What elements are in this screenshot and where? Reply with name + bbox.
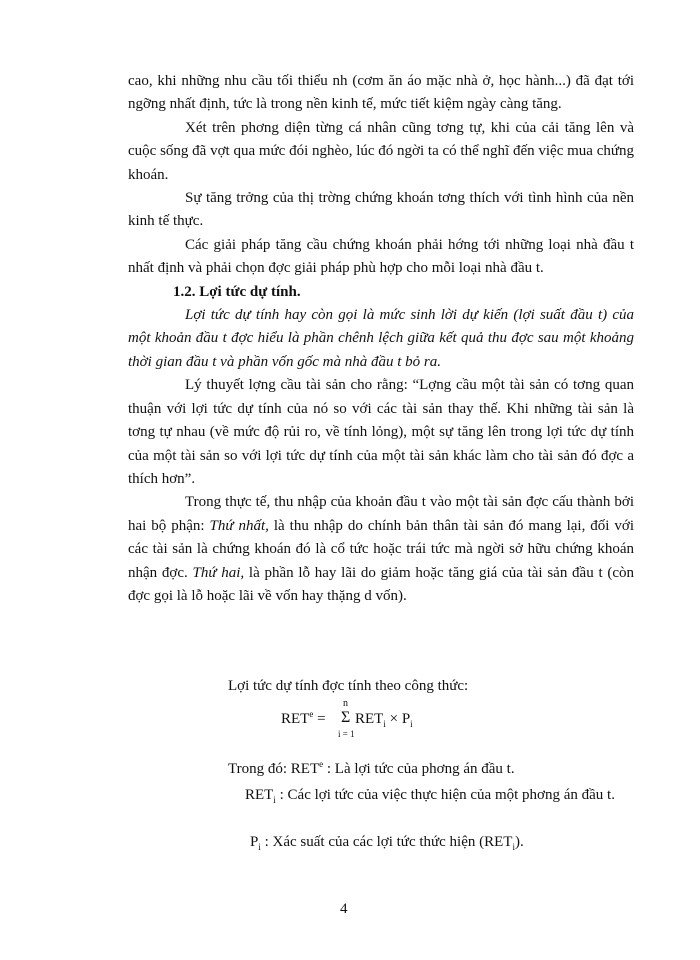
formula-p-subscript: i <box>410 719 413 729</box>
paragraph-individual-perspective: Xét trên phơng diện từng cá nhân cũng tơng tự, khi của cải tăng lên và cuộc sống đã vợt qua mức đói nghèo, lúc đó ngời ta có thể nghĩ đến việc mua chứng khoán. <box>128 119 634 183</box>
paragraph-market-growth: Sự tăng trởng của thị trờng chứng khoán tơng thích với tình hình của nền kinh tế thực. <box>128 190 634 230</box>
paragraph-asset-demand-theory: Lý thuyết lợng cầu tài sản cho rằng: “Lợng cầu một tài sản có tơng quan thuận với lợi tức dự tính của nó so với các tài sản thay thế. Khi những tài sản là tơng tự nhau (về mức độ rủi ro, về tính lỏng), một sự tăng lên trong lợi tức dự tính của một tài sản so với lợi tức dự tính của một tài sản khác làm cho tài sản đó đợc a thích hơn”. <box>128 377 634 487</box>
definition-ret-i-subscript: i <box>273 795 276 805</box>
definition-p-i-symbol: P <box>250 834 259 850</box>
sum-upper-limit: n <box>343 698 348 709</box>
definition-ret-i-text: : Các lợi tức của việc thực hiện của một phơng án đầu t. <box>275 787 615 803</box>
formula-term: RET <box>355 711 384 727</box>
formula-rhs <box>355 711 413 728</box>
definition-p-i-text: : Xác suất của các lợi tức thức hiện (RET <box>260 834 513 850</box>
definition-ret-e-superscript: e <box>319 759 324 769</box>
page-number: 4 <box>340 901 348 917</box>
second-component-text: là phần lỗ hay lãi do giảm hoặc tăng giá của tài sản đầu t (còn đợc gọi là lỗ hoặc lãi về vốn hay thặng d vốn). <box>128 564 635 604</box>
expected-return-formula <box>281 698 461 744</box>
definition-ret-i <box>128 784 634 807</box>
paragraph-income-components <box>128 491 634 608</box>
paragraph-demand-solutions: Các giải pháp tăng cầu chứng khoán phải hớng tới những loại nhà đầu t nhất định và phải chọn đợc giải pháp phù hợp cho mỗi loại nhà đầu t. <box>128 236 634 277</box>
definition-p-i <box>250 831 524 853</box>
sum-lower-limit: i = 1 <box>338 729 355 739</box>
definition-ret-i-symbol: RET <box>245 787 274 803</box>
definition-p-i-subscript: i <box>258 842 261 852</box>
second-component-label: Thứ hai, <box>192 564 245 581</box>
formula-intro: Lợi tức dự tính đợc tính theo công thức: <box>228 678 469 694</box>
paragraph-expected-return-definition: Lợi tức dự tính hay còn gọi là mức sinh lời dự kiến (lợi suất đầu t) của một khoản đầu t đợc hiểu là phần chênh lệch giữa kết quả thu đợc sau một khoảng thời gian đầu t và phần vốn gốc mà nhà đầu t bỏ ra. <box>128 307 634 370</box>
formula-equals: = <box>313 711 326 727</box>
formula-lhs-superscript: e <box>309 709 314 719</box>
formula-term-subscript: i <box>383 719 386 729</box>
formula-lhs-symbol: RET <box>281 711 310 727</box>
formula-times-p: × P <box>385 711 411 727</box>
definition-p-i-ret-subscript: i <box>512 842 515 852</box>
first-component-text: là thu nhập do chính bản thân tài sản đó mang lại, đối với các tài sản là chứng khoán đó là cổ tức hoặc trái tức mà ngời sở hữu chứng khoán nhận đợc. <box>128 517 635 581</box>
definition-ret-e-text: : Là lợi tức của phơng án đầu t. <box>323 761 515 777</box>
section-heading: 1.2. Lợi tức dự tính. <box>173 283 301 300</box>
paragraph-savings-growth: cao, khi những nhu cầu tối thiểu nh (cơm ăn áo mặc nhà ở, học hành...) đã đạt tới ngỡng nhất định, tức là trong nền kinh tế, mức tiết kiệm ngày càng tăng. <box>128 73 634 113</box>
body-text <box>128 70 634 608</box>
definition-p-i-end: ). <box>514 834 524 850</box>
first-component-label: Thứ nhất, <box>209 517 269 534</box>
sum-symbol: Σ <box>341 709 351 726</box>
income-components-intro: Trong thực tế, thu nhập của khoản đầu t vào một tài sản đợc cấu thành bởi hai bộ phận: <box>128 494 634 534</box>
definition-ret-e-symbol: Trong đó: RET <box>228 761 320 777</box>
formula-lhs <box>281 711 326 728</box>
definition-ret-i-lead <box>128 787 276 803</box>
definition-ret-e <box>228 758 515 780</box>
